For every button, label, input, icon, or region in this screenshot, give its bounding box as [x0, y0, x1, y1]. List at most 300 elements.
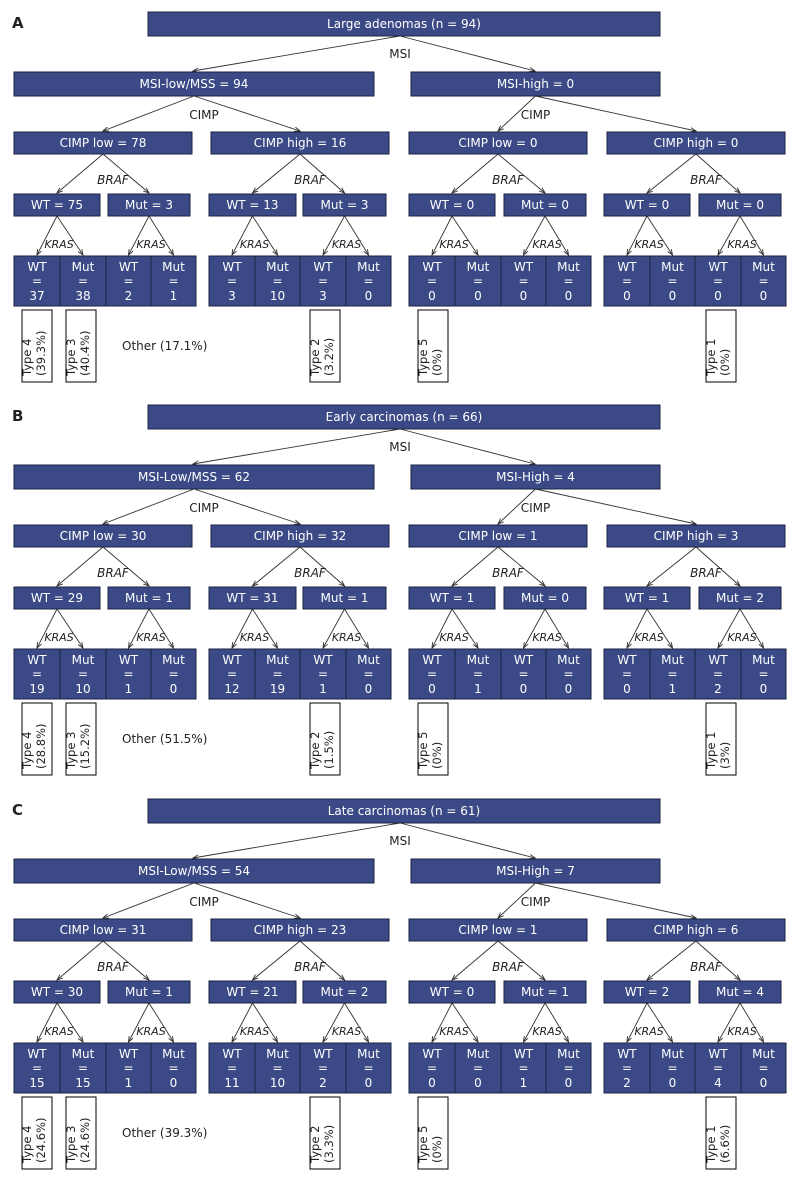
- cimp-label: CIMP: [520, 108, 551, 122]
- panel-a: [12, 12, 786, 382]
- connector-line: [103, 489, 194, 524]
- kras-leaf-name: WT: [708, 653, 728, 667]
- kras-leaf-count: 0: [759, 1076, 768, 1090]
- type5-box-type: Type 5: [416, 731, 430, 769]
- braf-box: [699, 981, 781, 1003]
- kras-leaf-box: [60, 1043, 106, 1093]
- panel-b: [12, 405, 786, 775]
- braf-label: BRAF: [97, 566, 129, 580]
- kras-leaf-box: [60, 649, 106, 699]
- arrow-head-icon: [273, 642, 278, 648]
- braf-box-label: WT = 2: [624, 985, 670, 999]
- kras-leaf-count: 0: [428, 289, 436, 303]
- kras-leaf-equals: =: [563, 274, 574, 288]
- kras-leaf-box: [409, 649, 455, 699]
- kras-leaf-equals: =: [31, 1061, 43, 1075]
- cimp-box-label: CIMP low = 78: [59, 136, 147, 150]
- connector-line: [452, 547, 498, 586]
- kras-label: KRAS: [634, 1025, 664, 1038]
- kras-leaf-equals: =: [563, 667, 574, 681]
- cimp-box: [211, 132, 389, 154]
- braf-box: [303, 587, 386, 609]
- braf-box: [504, 587, 586, 609]
- other-label: Other (39.3%): [122, 1126, 208, 1140]
- kras-label: KRAS: [634, 238, 664, 251]
- cimp-box-label: CIMP high = 16: [253, 136, 347, 150]
- kras-label: KRAS: [331, 1025, 362, 1038]
- braf-box: [209, 981, 296, 1003]
- type4-box: [20, 703, 52, 775]
- braf-box: [303, 981, 386, 1003]
- arrow-head-icon: [273, 249, 278, 255]
- connector-line: [103, 96, 194, 131]
- kras-leaf-box: [546, 649, 591, 699]
- type5-box: [416, 1097, 448, 1169]
- type1-box-type: Type 1: [704, 338, 718, 376]
- type5-box-type: Type 5: [416, 1125, 430, 1163]
- kras-leaf-equals: =: [226, 1061, 238, 1075]
- cimp-box-label: CIMP high = 0: [653, 136, 739, 150]
- kras-leaf-name: WT: [222, 653, 242, 667]
- braf-box: [14, 981, 100, 1003]
- root-box: [148, 12, 660, 36]
- kras-leaf-equals: =: [472, 274, 484, 288]
- kras-leaf-count: 4: [714, 1076, 722, 1090]
- type4-box: [20, 310, 52, 382]
- kras-leaf-count: 11: [224, 1076, 240, 1090]
- connector-line: [536, 883, 697, 918]
- kras-leaf-count: 0: [759, 682, 768, 696]
- kras-leaf-box: [209, 1043, 255, 1093]
- kras-leaf-box: [546, 256, 591, 306]
- kras-leaf-equals: =: [563, 1061, 574, 1075]
- kras-leaf-name: WT: [708, 1047, 728, 1061]
- arrow-head-icon: [364, 1036, 369, 1042]
- cimp-label: CIMP: [189, 501, 219, 515]
- kras-leaf-count: 1: [474, 682, 482, 696]
- braf-box: [14, 587, 100, 609]
- braf-box: [504, 194, 586, 216]
- kras-leaf-equals: =: [272, 667, 283, 681]
- braf-box: [14, 194, 100, 216]
- kras-label: KRAS: [239, 1025, 270, 1038]
- kras-leaf-name: WT: [313, 1047, 333, 1061]
- kras-leaf-equals: =: [758, 274, 769, 288]
- connector-line: [253, 154, 301, 193]
- kras-leaf-count: 0: [564, 289, 573, 303]
- kras-leaf-equals: =: [226, 274, 238, 288]
- msi-box: [14, 72, 374, 96]
- kras-leaf-count: 0: [428, 682, 436, 696]
- kras-label: KRAS: [532, 1025, 562, 1038]
- kras-leaf-box: [604, 1043, 650, 1093]
- kras-leaf-box: [650, 1043, 695, 1093]
- kras-leaf-equals: =: [518, 274, 529, 288]
- kras-leaf-equals: =: [758, 667, 769, 681]
- kras-label: KRAS: [439, 1025, 469, 1038]
- kras-leaf-equals: =: [426, 667, 438, 681]
- kras-leaf-name: Mut: [266, 260, 289, 274]
- arrow-head-icon: [759, 642, 764, 648]
- kras-leaf-equals: =: [77, 667, 89, 681]
- kras-leaf-equals: =: [472, 1061, 484, 1075]
- braf-box-label: Mut = 2: [320, 985, 369, 999]
- msi-box-label: MSI-high = 0: [496, 77, 575, 91]
- kras-leaf-equals: =: [621, 274, 633, 288]
- kras-label: KRAS: [439, 238, 469, 251]
- kras-leaf-count: 10: [269, 1076, 286, 1090]
- arrow-head-icon: [564, 1036, 569, 1042]
- root-box-label: Large adenomas (n = 94): [327, 17, 481, 31]
- kras-leaf-equals: =: [272, 274, 283, 288]
- panel-letter: A: [12, 14, 24, 32]
- kras-leaf-box: [546, 1043, 591, 1093]
- kras-leaf-box: [151, 256, 196, 306]
- braf-label: BRAF: [690, 960, 722, 974]
- cimp-box-label: CIMP high = 3: [653, 529, 739, 543]
- root-box: [148, 799, 660, 823]
- braf-box-label: Mut = 0: [521, 198, 569, 212]
- kras-leaf-name: Mut: [557, 260, 580, 274]
- braf-box-label: WT = 75: [30, 198, 84, 212]
- kras-leaf-count: 0: [364, 682, 373, 696]
- kras-leaf-equals: =: [472, 667, 484, 681]
- msi-label: MSI: [389, 834, 411, 848]
- kras-leaf-name: WT: [422, 260, 442, 274]
- kras-leaf-name: Mut: [266, 1047, 289, 1061]
- root-box-label: Late carcinomas (n = 61): [327, 804, 481, 818]
- kras-leaf-box: [604, 649, 650, 699]
- braf-box-label: Mut = 0: [521, 591, 569, 605]
- kras-leaf-count: 0: [714, 289, 722, 303]
- cimp-box: [607, 525, 785, 547]
- kras-label: KRAS: [532, 631, 562, 644]
- kras-leaf-equals: =: [621, 1061, 633, 1075]
- kras-leaf-name: Mut: [266, 653, 289, 667]
- cimp-box-label: CIMP low = 31: [59, 923, 147, 937]
- kras-label: KRAS: [727, 1025, 757, 1038]
- kras-label: KRAS: [239, 238, 270, 251]
- arrow-head-icon: [169, 642, 174, 648]
- connector-line: [536, 96, 697, 131]
- root-box: [148, 405, 660, 429]
- kras-leaf-count: 37: [29, 289, 45, 303]
- type1-box-type: Type 1: [704, 731, 718, 769]
- connector-line: [57, 941, 103, 980]
- kras-leaf-box: [741, 256, 786, 306]
- braf-label: BRAF: [492, 173, 524, 187]
- connector-line: [536, 489, 697, 524]
- msi-label: MSI: [389, 47, 411, 61]
- type3-box: [64, 703, 96, 775]
- kras-leaf-count: 3: [228, 289, 236, 303]
- kras-leaf-box: [346, 256, 391, 306]
- msi-box: [411, 859, 660, 883]
- kras-leaf-count: 0: [169, 1076, 178, 1090]
- type5-box-pct: (0%): [430, 1135, 444, 1163]
- kras-leaf-count: 2: [124, 289, 133, 303]
- kras-leaf-box: [151, 649, 196, 699]
- cimp-box: [14, 132, 192, 154]
- kras-leaf-equals: =: [363, 1061, 374, 1075]
- connector-line: [452, 154, 498, 193]
- kras-leaf-box: [604, 256, 650, 306]
- kras-leaf-name: WT: [27, 653, 47, 667]
- kras-leaf-box: [501, 649, 546, 699]
- braf-box-label: Mut = 1: [125, 591, 173, 605]
- kras-leaf-count: 19: [269, 682, 286, 696]
- kras-label: KRAS: [727, 238, 757, 251]
- type2-box-type: Type 2: [308, 338, 322, 376]
- kras-leaf-count: 12: [224, 682, 240, 696]
- kras-label: KRAS: [44, 631, 74, 644]
- braf-label: BRAF: [294, 566, 326, 580]
- kras-leaf-name: WT: [422, 653, 442, 667]
- braf-box-label: Mut = 4: [716, 985, 764, 999]
- connector-line: [647, 547, 696, 586]
- kras-leaf-box: [255, 649, 300, 699]
- arrow-head-icon: [169, 1036, 174, 1042]
- cimp-box: [14, 919, 192, 941]
- braf-label: BRAF: [492, 960, 524, 974]
- kras-leaf-box: [501, 256, 546, 306]
- braf-box: [604, 981, 690, 1003]
- kras-leaf-count: 0: [623, 682, 631, 696]
- kras-leaf-equals: =: [712, 274, 724, 288]
- kras-leaf-name: WT: [617, 653, 637, 667]
- type1-box-pct: (3%): [718, 741, 732, 769]
- kras-leaf-name: WT: [222, 1047, 242, 1061]
- braf-box-label: WT = 31: [226, 591, 279, 605]
- type2-box: [308, 1097, 340, 1169]
- kras-leaf-count: 0: [564, 682, 573, 696]
- kras-leaf-box: [14, 1043, 60, 1093]
- kras-leaf-name: Mut: [557, 653, 580, 667]
- kras-leaf-box: [255, 1043, 300, 1093]
- kras-leaf-name: Mut: [71, 653, 95, 667]
- kras-label: KRAS: [439, 631, 469, 644]
- braf-box-label: Mut = 3: [125, 198, 173, 212]
- connector-line: [193, 429, 400, 464]
- kras-leaf-name: Mut: [752, 260, 775, 274]
- kras-leaf-name: Mut: [466, 260, 490, 274]
- arrow-head-icon: [364, 249, 369, 255]
- kras-leaf-box: [455, 1043, 501, 1093]
- braf-box: [699, 587, 781, 609]
- kras-leaf-name: Mut: [71, 260, 95, 274]
- cimp-box: [211, 919, 389, 941]
- type4-box-pct: (24.6%): [34, 1117, 48, 1163]
- msi-box: [411, 465, 660, 489]
- kras-leaf-count: 0: [623, 289, 631, 303]
- kras-leaf-equals: =: [518, 1061, 529, 1075]
- connector-line: [193, 36, 400, 71]
- kras-leaf-name: WT: [27, 260, 47, 274]
- kras-leaf-name: Mut: [71, 1047, 95, 1061]
- cimp-box-label: CIMP high = 32: [253, 529, 347, 543]
- root-box-label: Early carcinomas (n = 66): [325, 410, 483, 424]
- type1-box-type: Type 1: [704, 1125, 718, 1163]
- braf-box-label: Mut = 1: [521, 985, 569, 999]
- kras-leaf-equals: =: [712, 1061, 724, 1075]
- braf-box-label: Mut = 3: [320, 198, 369, 212]
- type3-box-pct: (40.4%): [78, 330, 92, 376]
- braf-box: [409, 587, 495, 609]
- msi-box-label: MSI-Low/MSS = 62: [137, 470, 251, 484]
- kras-leaf-name: Mut: [661, 260, 684, 274]
- type5-box-type: Type 5: [416, 338, 430, 376]
- kras-leaf-box: [695, 256, 741, 306]
- kras-leaf-equals: =: [77, 1061, 89, 1075]
- type5-box: [416, 703, 448, 775]
- other-label: Other (51.5%): [122, 732, 208, 746]
- kras-leaf-box: [209, 256, 255, 306]
- braf-label: BRAF: [294, 960, 326, 974]
- braf-box: [108, 194, 190, 216]
- kras-leaf-count: 2: [319, 1076, 327, 1090]
- kras-leaf-box: [14, 256, 60, 306]
- cimp-box-label: CIMP high = 23: [253, 923, 347, 937]
- kras-leaf-count: 38: [75, 289, 91, 303]
- kras-leaf-name: WT: [118, 260, 139, 274]
- kras-leaf-equals: =: [123, 274, 134, 288]
- arrow-head-icon: [564, 249, 569, 255]
- kras-leaf-name: Mut: [661, 653, 684, 667]
- type2-box: [308, 703, 340, 775]
- other-label: Other (17.1%): [122, 339, 208, 353]
- kras-leaf-equals: =: [712, 667, 724, 681]
- kras-leaf-box: [455, 256, 501, 306]
- connector-line: [647, 154, 696, 193]
- kras-leaf-box: [346, 1043, 391, 1093]
- kras-leaf-count: 0: [364, 289, 373, 303]
- kras-leaf-name: Mut: [557, 1047, 580, 1061]
- kras-leaf-count: 15: [29, 1076, 45, 1090]
- kras-leaf-name: WT: [222, 260, 242, 274]
- kras-leaf-box: [14, 649, 60, 699]
- kras-leaf-count: 0: [474, 1076, 482, 1090]
- kras-leaf-equals: =: [31, 274, 43, 288]
- kras-leaf-equals: =: [31, 667, 43, 681]
- type3-box-type: Type 3: [64, 731, 78, 769]
- kras-leaf-count: 1: [169, 289, 178, 303]
- kras-label: KRAS: [44, 238, 74, 251]
- panel-letter: C: [12, 801, 24, 819]
- braf-box-label: Mut = 1: [125, 985, 173, 999]
- kras-leaf-name: WT: [118, 1047, 139, 1061]
- connector-line: [57, 547, 103, 586]
- cimp-box: [211, 525, 389, 547]
- type4-box-pct: (39.3%): [34, 330, 48, 376]
- braf-box: [409, 194, 495, 216]
- kras-leaf-name: Mut: [357, 653, 380, 667]
- braf-box: [209, 587, 296, 609]
- kras-label: KRAS: [532, 238, 562, 251]
- kras-leaf-count: 3: [319, 289, 327, 303]
- cimp-box-label: CIMP low = 30: [59, 529, 147, 543]
- connector-line: [400, 429, 535, 464]
- braf-box: [699, 194, 781, 216]
- kras-leaf-box: [501, 1043, 546, 1093]
- kras-leaf-name: Mut: [357, 260, 380, 274]
- arrow-head-icon: [169, 249, 174, 255]
- kras-leaf-count: 10: [269, 289, 286, 303]
- kras-leaf-count: 1: [519, 1076, 528, 1090]
- kras-leaf-count: 1: [124, 682, 133, 696]
- type4-box-type: Type 4: [20, 731, 34, 769]
- braf-box-label: Mut = 1: [320, 591, 369, 605]
- arrow-head-icon: [564, 642, 569, 648]
- type3-box: [64, 1097, 96, 1169]
- braf-box-label: WT = 30: [30, 985, 84, 999]
- kras-leaf-name: WT: [313, 653, 333, 667]
- type2-box-pct: (3.3%): [322, 1124, 336, 1163]
- kras-leaf-count: 0: [668, 1076, 677, 1090]
- kras-leaf-box: [106, 256, 151, 306]
- kras-leaf-equals: =: [317, 667, 329, 681]
- arrow-head-icon: [364, 642, 369, 648]
- braf-label: BRAF: [97, 960, 129, 974]
- kras-leaf-box: [741, 649, 786, 699]
- kras-leaf-count: 0: [519, 682, 528, 696]
- kras-label: KRAS: [331, 631, 362, 644]
- cimp-box-label: CIMP low = 1: [458, 529, 538, 543]
- kras-leaf-count: 10: [75, 682, 91, 696]
- kras-leaf-equals: =: [667, 274, 678, 288]
- kras-leaf-box: [695, 1043, 741, 1093]
- msi-box: [411, 72, 660, 96]
- kras-leaf-count: 2: [714, 682, 722, 696]
- type4-box-type: Type 4: [20, 1125, 34, 1163]
- braf-box-label: WT = 13: [226, 198, 279, 212]
- braf-box: [108, 981, 190, 1003]
- cimp-label: CIMP: [189, 108, 219, 122]
- kras-label: KRAS: [136, 1025, 166, 1038]
- kras-leaf-box: [106, 1043, 151, 1093]
- kras-leaf-name: WT: [27, 1047, 47, 1061]
- cimp-box: [14, 525, 192, 547]
- kras-leaf-count: 0: [759, 289, 768, 303]
- type2-box-type: Type 2: [308, 731, 322, 769]
- kras-leaf-box: [209, 649, 255, 699]
- arrow-head-icon: [759, 249, 764, 255]
- type3-box-pct: (24.6%): [78, 1117, 92, 1163]
- cimp-box: [607, 132, 785, 154]
- kras-leaf-name: WT: [513, 653, 534, 667]
- msi-label: MSI: [389, 440, 411, 454]
- kras-leaf-count: 0: [519, 289, 528, 303]
- kras-leaf-box: [60, 256, 106, 306]
- type3-box-type: Type 3: [64, 1125, 78, 1163]
- connector-line: [253, 547, 301, 586]
- braf-box-label: WT = 0: [624, 198, 670, 212]
- kras-leaf-equals: =: [272, 1061, 283, 1075]
- type1-box: [704, 310, 736, 382]
- kras-leaf-equals: =: [518, 667, 529, 681]
- cimp-box: [409, 525, 587, 547]
- type2-box: [308, 310, 340, 382]
- type1-box-pct: (0%): [718, 348, 732, 376]
- braf-box-label: WT = 1: [624, 591, 670, 605]
- kras-leaf-equals: =: [426, 1061, 438, 1075]
- kras-leaf-count: 1: [319, 682, 327, 696]
- kras-leaf-name: WT: [313, 260, 333, 274]
- kras-leaf-box: [409, 256, 455, 306]
- braf-box-label: WT = 0: [429, 985, 475, 999]
- kras-leaf-name: Mut: [162, 1047, 185, 1061]
- braf-box: [604, 587, 690, 609]
- kras-leaf-name: Mut: [162, 653, 185, 667]
